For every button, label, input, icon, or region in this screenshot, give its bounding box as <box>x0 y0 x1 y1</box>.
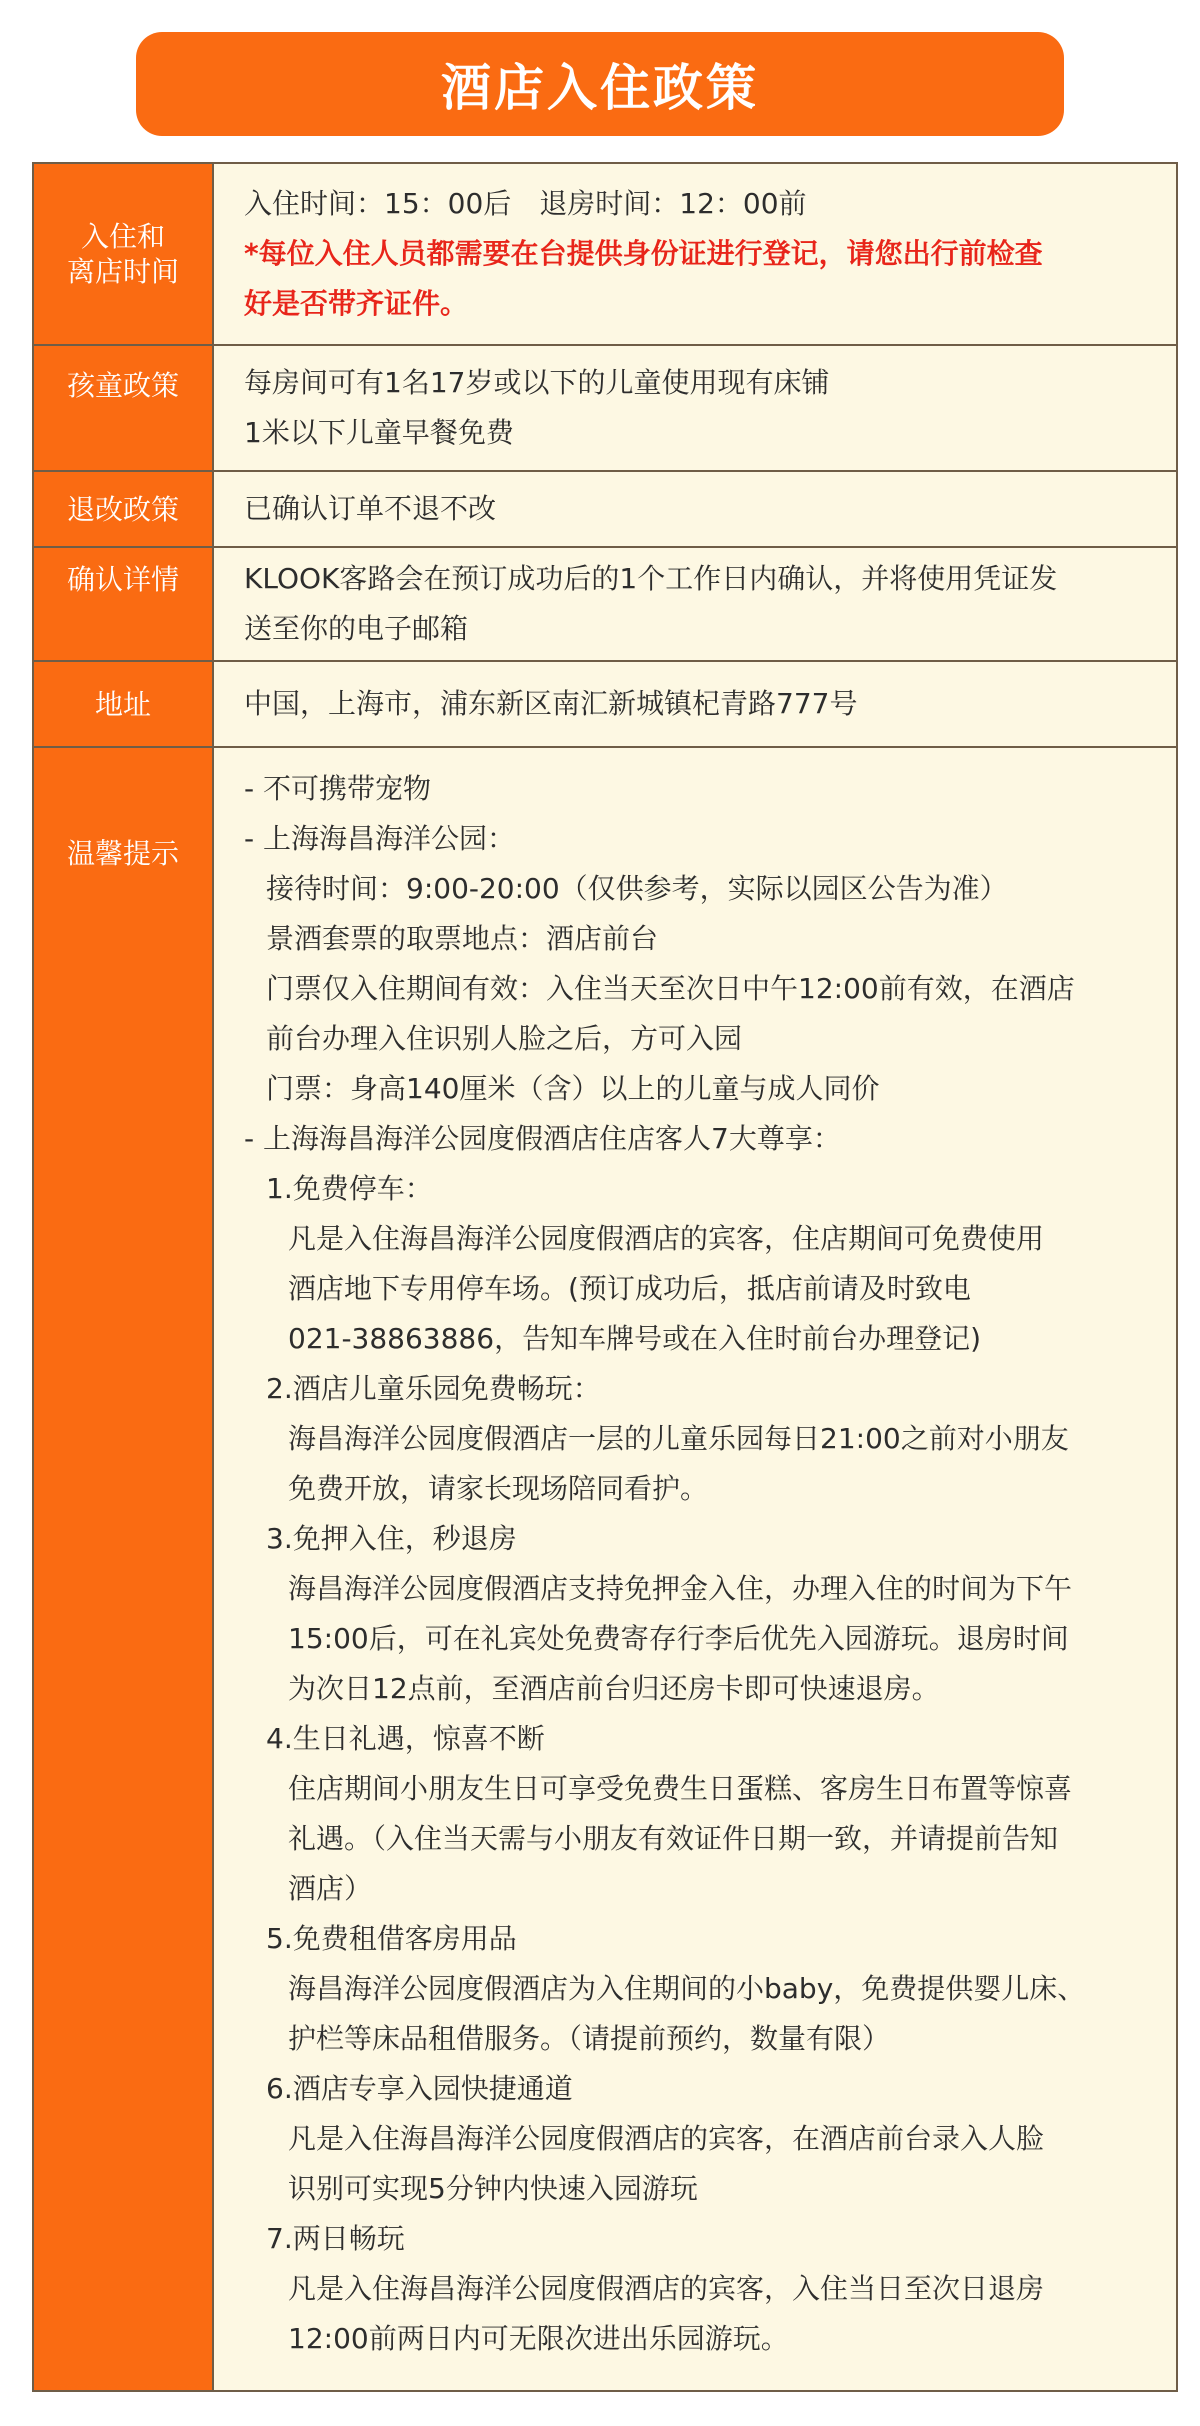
tips-line: - 不可携带宠物 <box>244 772 432 805</box>
label-refund-policy-text: 退改政策 <box>66 492 179 526</box>
tips-line: 凡是入住海昌海洋公园度假酒店的宾客，住店期间可免费使用 <box>288 1222 1045 1255</box>
policy-table <box>32 162 1178 2392</box>
tips-line: 海昌海洋公园度假酒店支持免押金入住，办理入住的时间为下午 <box>288 1572 1073 1605</box>
label-checkin-line1: 入住和 <box>80 220 165 253</box>
tips-line: 7.两日畅玩 <box>266 2222 405 2255</box>
label-address-text: 地址 <box>94 687 151 721</box>
row-checkin <box>34 164 1176 346</box>
tips-line: 礼遇。（入住当天需与小朋友有效证件日期一致，并请提前告知 <box>288 1822 1059 1855</box>
tips-line: 海昌海洋公园度假酒店为入住期间的小baby，免费提供婴儿床、 <box>288 1972 1086 2005</box>
tips-line: 021-38863886，告知车牌号或在入住时前台办理登记) <box>288 1322 981 1355</box>
tips-line: 海昌海洋公园度假酒店一层的儿童乐园每日21:00之前对小朋友 <box>288 1422 1069 1455</box>
label-checkin-line2: 离店时间 <box>66 255 179 288</box>
content-tips <box>214 748 1176 2390</box>
tips-line: 2.酒店儿童乐园免费畅玩： <box>266 1372 601 1405</box>
tips-line: 前台办理入住识别人脸之后，方可入园 <box>266 1022 743 1055</box>
tips-line: 1.免费停车： <box>266 1172 433 1205</box>
label-confirm-details-text: 确认详情 <box>66 563 179 596</box>
refund-line1: 已确认订单不退不改 <box>244 492 497 525</box>
tips-line: 凡是入住海昌海洋公园度假酒店的宾客，在酒店前台录入人脸 <box>288 2122 1045 2155</box>
address-line1: 中国，上海市，浦东新区南汇新城镇杞青路777号 <box>244 687 858 720</box>
content-checkin <box>214 164 1176 344</box>
confirm-line1: KLOOK客路会在预订成功后的1个工作日内确认，并将使用凭证发 <box>244 562 1058 595</box>
content-confirm-details <box>214 548 1176 660</box>
content-address <box>214 662 1176 746</box>
row-tips <box>34 748 1176 2390</box>
tips-line: 门票仅入住期间有效：入住当天至次日中午12:00前有效，在酒店 <box>266 972 1075 1005</box>
label-child-policy-text: 孩童政策 <box>66 369 179 402</box>
row-refund-policy <box>34 472 1176 548</box>
label-tips-text: 温馨提示 <box>66 837 179 870</box>
content-refund-policy <box>214 472 1176 546</box>
confirm-line2: 送至你的电子邮箱 <box>244 612 469 645</box>
tips-line: 酒店地下专用停车场。(预订成功后，抵店前请及时致电 <box>288 1272 971 1305</box>
label-refund-policy <box>34 472 214 546</box>
label-child-policy <box>34 346 214 470</box>
tips-line: 3.免押入住，秒退房 <box>266 1522 517 1555</box>
checkin-notice-line1: *每位入住人员都需要在台提供身份证进行登记，请您出行前检查 <box>244 237 1043 270</box>
label-confirm-details <box>34 548 214 660</box>
row-child-policy <box>34 346 1176 472</box>
tips-line: 住店期间小朋友生日可享受免费生日蛋糕、客房生日布置等惊喜 <box>288 1772 1073 1805</box>
tips-line: 免费开放，请家长现场陪同看护。 <box>288 1472 709 1505</box>
label-address <box>34 662 214 746</box>
content-child-policy <box>214 346 1176 470</box>
tips-line: 识别可实现5分钟内快速入园游玩 <box>288 2172 698 2205</box>
checkin-times: 入住时间：15：00后 退房时间：12：00前 <box>244 187 807 220</box>
tips-line: 护栏等床品租借服务。（请提前预约，数量有限） <box>288 2022 891 2055</box>
page-title: 酒店入住政策 <box>441 59 759 117</box>
tips-line: 接待时间：9:00-20:00（仅供参考，实际以园区公告为准） <box>266 872 1008 905</box>
label-checkin <box>34 164 214 344</box>
row-confirm-details <box>34 548 1176 662</box>
tips-line: 为次日12点前，至酒店前台归还房卡即可快速退房。 <box>288 1672 940 1705</box>
tips-line: 酒店） <box>288 1872 373 1905</box>
row-address <box>34 662 1176 748</box>
title-banner <box>136 32 1064 136</box>
tips-line: 12:00前两日内可无限次进出乐园游玩。 <box>288 2322 789 2355</box>
tips-line: 4.生日礼遇，惊喜不断 <box>266 1722 545 1755</box>
tips-line: 15:00后，可在礼宾处免费寄存行李后优先入园游玩。退房时间 <box>288 1622 1069 1655</box>
tips-line: 凡是入住海昌海洋公园度假酒店的宾客，入住当日至次日退房 <box>288 2272 1045 2305</box>
tips-line: 6.酒店专享入园快捷通道 <box>266 2072 573 2105</box>
child-line2: 1米以下儿童早餐免费 <box>244 416 514 449</box>
label-tips <box>34 748 214 2390</box>
tips-line: 5.免费租借客房用品 <box>266 1922 517 1955</box>
tips-line: - 上海海昌海洋公园度假酒店住店客人7大尊享： <box>244 1122 841 1155</box>
child-line1: 每房间可有1名17岁或以下的儿童使用现有床铺 <box>244 366 830 399</box>
tips-line: - 上海海昌海洋公园： <box>244 822 516 855</box>
checkin-notice-line2: 好是否带齐证件。 <box>244 287 469 320</box>
tips-line: 门票：身高140厘米（含）以上的儿童与成人同价 <box>266 1072 880 1105</box>
tips-line: 景酒套票的取票地点：酒店前台 <box>266 922 659 955</box>
